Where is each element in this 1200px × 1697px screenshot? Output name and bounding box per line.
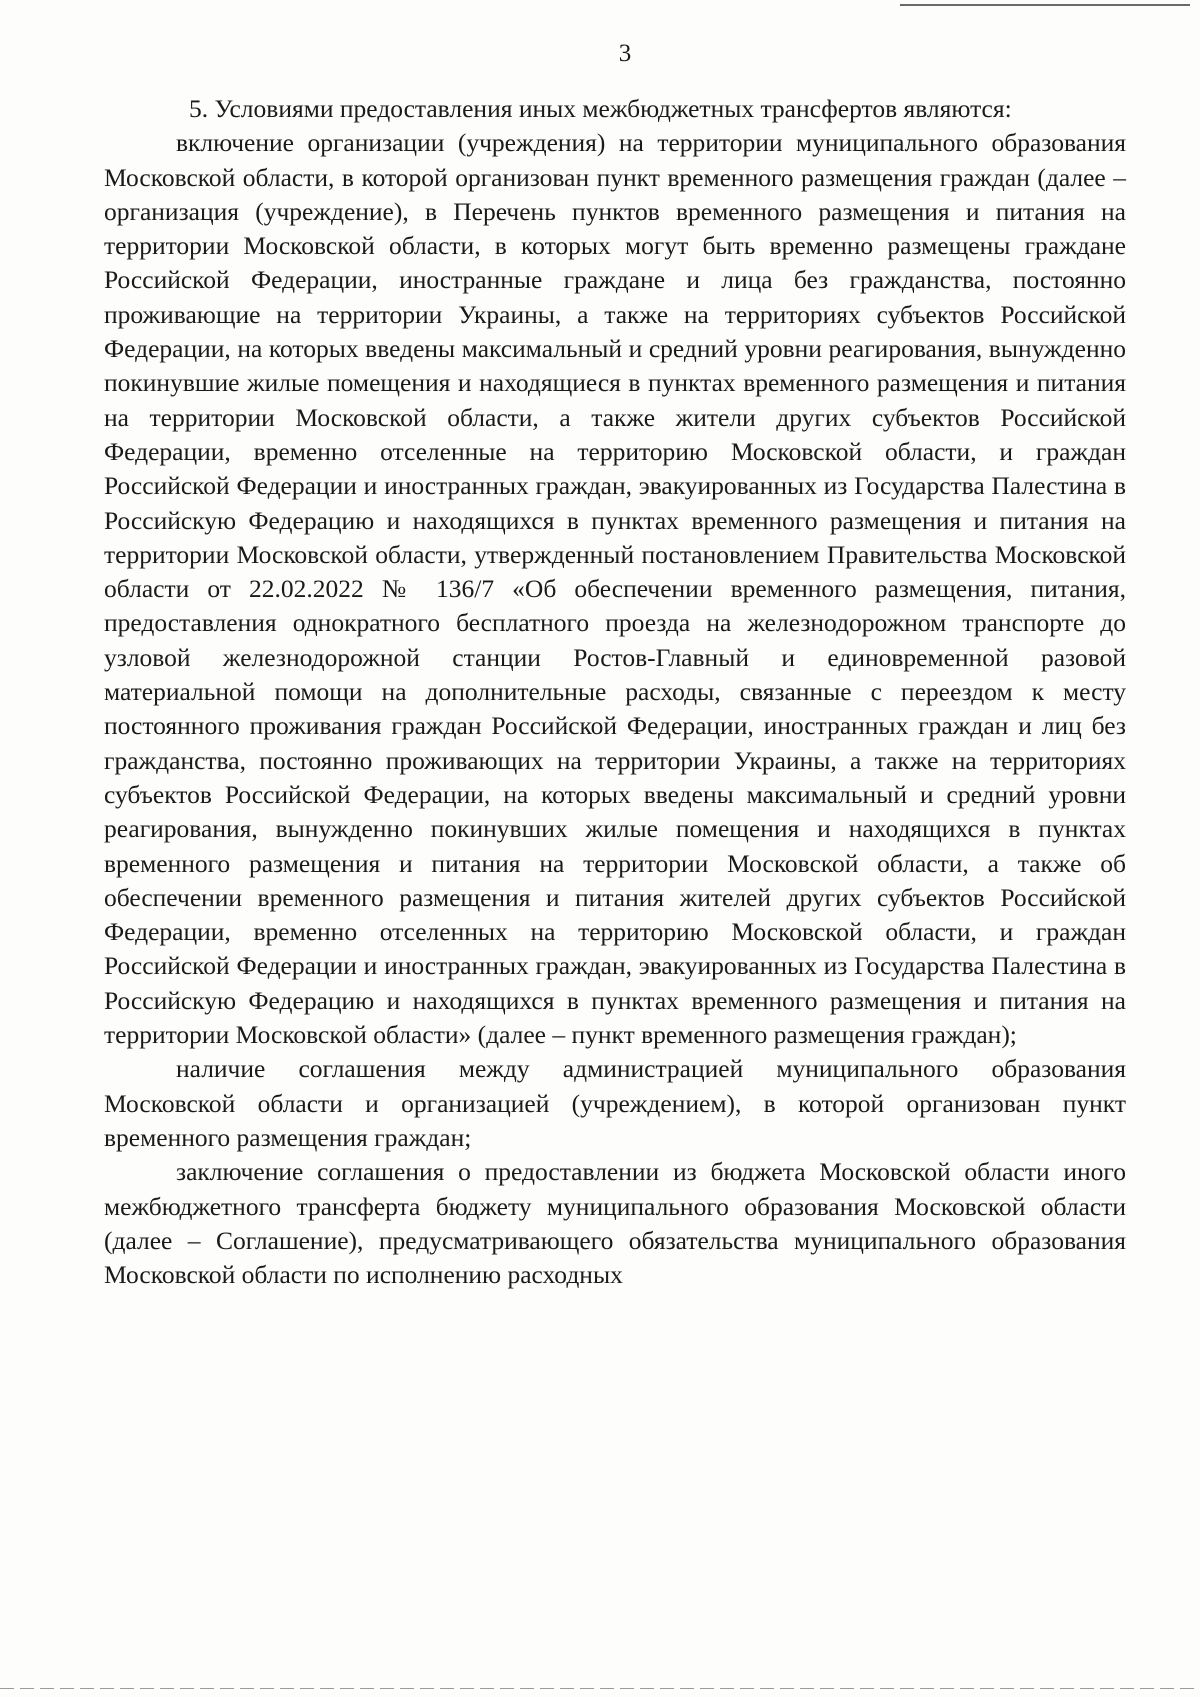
page-number: 3 — [618, 40, 632, 67]
paragraph-conditions-heading: 5. Условиями предоставления иных межбюджетных трансфертов являются: — [189, 94, 1012, 123]
paragraph-inclusion-in-list: включение организации (учреждения) на территории муниципального образования Московской области, в которой организован пункт временного размещения граждан (далее – организация (учреждение), в Перечень пунктов временного размещения и питания на территории Московской области, в которых могут быть временно размещены граждане Российской Федерации, иностранные граждане и лица без гражданства, постоянно проживающие на территории Украины, а также на территориях субъектов Российской Федерации, на которых введены максимальный и средний уровни реагирования, вынужденно покинувшие жилые помещения и находящиеся в пунктах временного размещения и питания на территории Московской области, а также жители других субъектов Российской Федерации, временно отселенные на территорию Московской области, и граждан Российской Федерации и иностранных граждан, эвакуированных из Государства Палестина в Российскую Федерацию и находящихся в пунктах временного размещения и питания на территории Московской области, утвержденный постановлением Правительства Московской области от 22.02.2022 № 136/7 «Об обеспечении временного размещения, питания, предоставления однократного бесплатного проезда на железнодорожном транспорте до узловой железнодорожной станции Ростов-Главный и единовременной разовой материальной помощи на дополнительные расходы, связанные с переездом к месту постоянного проживания граждан Российской Федерации, иностранных граждан и лиц без гражданства, постоянно проживающих на территории Украины, а также на территориях субъектов Российской Федерации, на которых введены максимальный и средний уровни реагирования, вынужденно покинувших жилые помещения и находящихся в пунктах временного размещения и питания на территории Московской области, а также об обеспечении временного размещения и питания жителей других субъектов Российской Федерации, временно отселенных на территорию Московской области, и граждан Российской Федерации и иностранных граждан, эвакуированных из Государства Палестина в Российскую Федерацию и находящихся в пунктах временного размещения и питания на территории Московской области» (далее – пункт временного размещения граждан); — [104, 128, 1126, 1050]
paragraph-agreement-availability: наличие соглашения между администрацией муниципального образования Московской области и организацией (учреждением), в которой организован пункт временного размещения граждан; — [104, 1054, 1126, 1152]
scan-edge-line-top — [900, 4, 1190, 6]
paragraph-agreement-conclusion: заключение соглашения о предоставлении из бюджета Московской области иного межбюджетного трансферта бюджету муниципального образования Московской области (далее – Соглашение), предусматривающего обязательства муниципального образования Московской области по исполнению расходных — [104, 1157, 1126, 1290]
document-body — [104, 92, 1126, 1292]
scan-edge-line-bottom — [0, 1688, 1200, 1689]
